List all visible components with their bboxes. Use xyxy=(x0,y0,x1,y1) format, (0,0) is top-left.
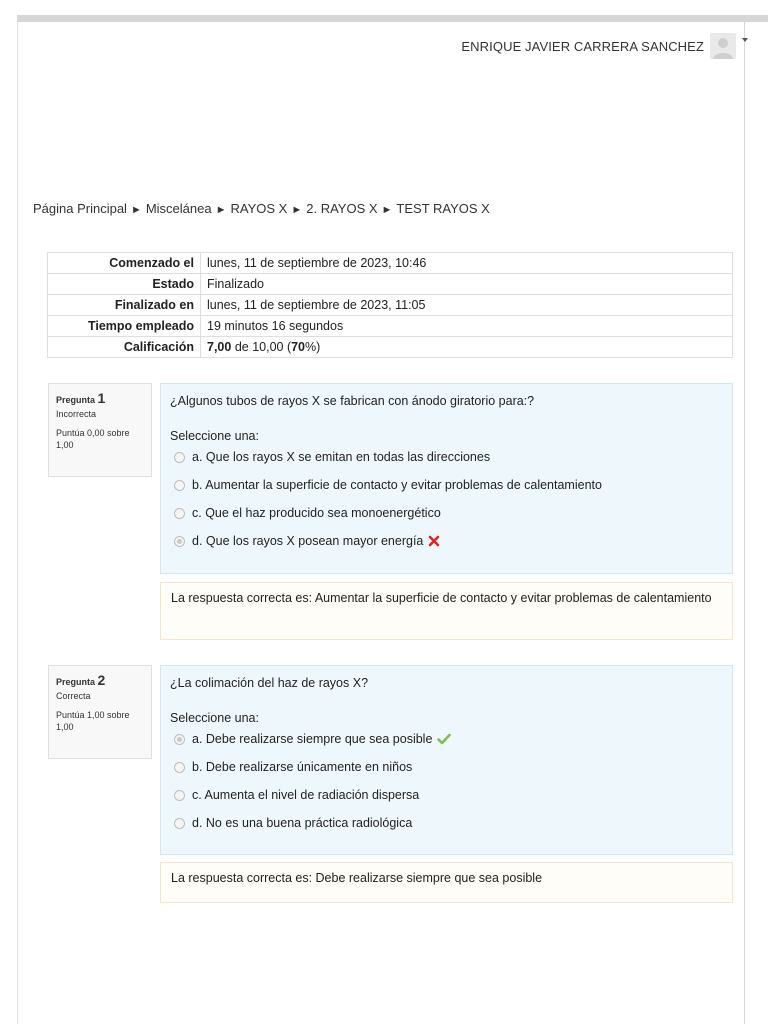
summary-label: Finalizado en xyxy=(48,295,201,316)
answer-option-d[interactable] xyxy=(170,527,724,555)
summary-row xyxy=(48,316,733,337)
user-menu-caret-icon[interactable] xyxy=(742,38,748,42)
grade-percent: 70 xyxy=(291,340,306,354)
answer-text: d. No es una buena práctica radiológica xyxy=(192,816,413,830)
summary-value: 19 minutos 16 segundos xyxy=(201,316,733,337)
answer-prompt: Seleccione una: xyxy=(170,711,259,725)
summary-value: lunes, 11 de septiembre de 2023, 11:05 xyxy=(201,295,733,316)
question-2-formulation xyxy=(160,665,733,855)
correct-answer-text: La respuesta correcta es: Aumentar la superficie de contacto y evitar problemas de calentamiento xyxy=(171,591,712,605)
grade-end: %) xyxy=(305,340,321,354)
summary-row xyxy=(48,295,733,316)
radio-button-selected[interactable] xyxy=(174,734,185,745)
answer-option-a[interactable] xyxy=(170,443,724,471)
breadcrumb-item-test[interactable]: TEST RAYOS X xyxy=(396,201,490,216)
user-name[interactable]: ENRIQUE JAVIER CARRERA SANCHEZ xyxy=(461,38,704,54)
question-1-formulation xyxy=(160,383,733,574)
question-2-info xyxy=(48,665,152,759)
incorrect-cross-icon xyxy=(428,535,440,547)
breadcrumb-item-2-rayos-x[interactable]: 2. RAYOS X xyxy=(306,201,378,216)
answer-text: c. Que el haz producido sea monoenergético xyxy=(192,506,441,520)
breadcrumb-separator-icon: ► xyxy=(381,204,393,216)
question-label: Pregunta xyxy=(56,395,96,405)
breadcrumb-separator-icon: ► xyxy=(130,204,142,216)
attempt-summary-table xyxy=(47,252,733,358)
answer-text: a. Debe realizarse siempre que sea posible xyxy=(192,732,433,746)
question-number-value: 1 xyxy=(97,390,106,406)
question-2-feedback xyxy=(160,862,733,903)
question-state: Incorrecta xyxy=(56,409,97,419)
summary-label: Tiempo empleado xyxy=(48,316,201,337)
radio-button[interactable] xyxy=(174,790,185,801)
breadcrumb-separator-icon: ► xyxy=(215,204,227,216)
answer-option-b[interactable] xyxy=(170,753,724,781)
summary-row xyxy=(48,253,733,274)
grade-mid: de 10,00 ( xyxy=(231,340,292,354)
summary-row xyxy=(48,337,733,358)
question-1-feedback xyxy=(160,582,733,640)
radio-button[interactable] xyxy=(174,762,185,773)
answer-text: c. Aumenta el nivel de radiación dispersa xyxy=(192,788,420,802)
question-text: ¿Algunos tubos de rayos X se fabrican con ánodo giratorio para:? xyxy=(170,394,535,408)
question-label: Pregunta xyxy=(56,677,96,687)
question-grade: Puntúa 1,00 sobre 1,00 xyxy=(56,710,130,733)
question-grade: Puntúa 0,00 sobre 1,00 xyxy=(56,428,130,451)
radio-button[interactable] xyxy=(174,508,185,519)
breadcrumb xyxy=(33,201,490,216)
radio-button[interactable] xyxy=(174,480,185,491)
question-state: Correcta xyxy=(56,691,91,701)
summary-value: lunes, 11 de septiembre de 2023, 10:46 xyxy=(201,253,733,274)
summary-value: Finalizado xyxy=(201,274,733,295)
answer-prompt: Seleccione una: xyxy=(170,429,259,443)
radio-button[interactable] xyxy=(174,452,185,463)
answer-text: b. Debe realizarse únicamente en niños xyxy=(192,760,413,774)
breadcrumb-item-miscelanea[interactable]: Miscelánea xyxy=(145,201,212,216)
correct-answer-text: La respuesta correcta es: Debe realizarse siempre que sea posible xyxy=(171,871,543,885)
breadcrumb-separator-icon: ► xyxy=(291,204,303,216)
breadcrumb-item-rayos-x[interactable]: RAYOS X xyxy=(230,201,288,216)
answer-option-d[interactable] xyxy=(170,809,724,837)
summary-grade-value xyxy=(201,337,733,358)
answer-text: a. Que los rayos X se emitan en todas las direcciones xyxy=(192,450,491,464)
question-number-value: 2 xyxy=(97,672,106,688)
answer-option-b[interactable] xyxy=(170,471,724,499)
grade-score: 7,00 xyxy=(207,340,232,354)
top-bar xyxy=(17,15,768,22)
question-1-info xyxy=(48,383,152,477)
radio-button[interactable] xyxy=(174,818,185,829)
answer-option-c[interactable] xyxy=(170,781,724,809)
radio-button-selected[interactable] xyxy=(174,536,185,547)
breadcrumb-item-home[interactable]: Página Principal xyxy=(33,201,127,216)
user-avatar-icon[interactable] xyxy=(710,33,736,59)
page-frame-right xyxy=(744,22,745,1024)
summary-row xyxy=(48,274,733,295)
answer-option-c[interactable] xyxy=(170,499,724,527)
page-frame-left xyxy=(17,22,18,1024)
answer-text: b. Aumentar la superficie de contacto y evitar problemas de calentamiento xyxy=(192,478,602,492)
question-text: ¿La colimación del haz de rayos X? xyxy=(170,676,369,690)
correct-check-icon xyxy=(437,733,451,745)
summary-label: Calificación xyxy=(48,337,201,358)
question-number xyxy=(56,390,144,406)
user-menu[interactable] xyxy=(461,33,736,59)
answer-option-a[interactable] xyxy=(170,725,724,753)
answer-text: d. Que los rayos X posean mayor energía xyxy=(192,534,424,548)
summary-label: Comenzado el xyxy=(48,253,201,274)
summary-label: Estado xyxy=(48,274,201,295)
question-number xyxy=(56,672,144,688)
